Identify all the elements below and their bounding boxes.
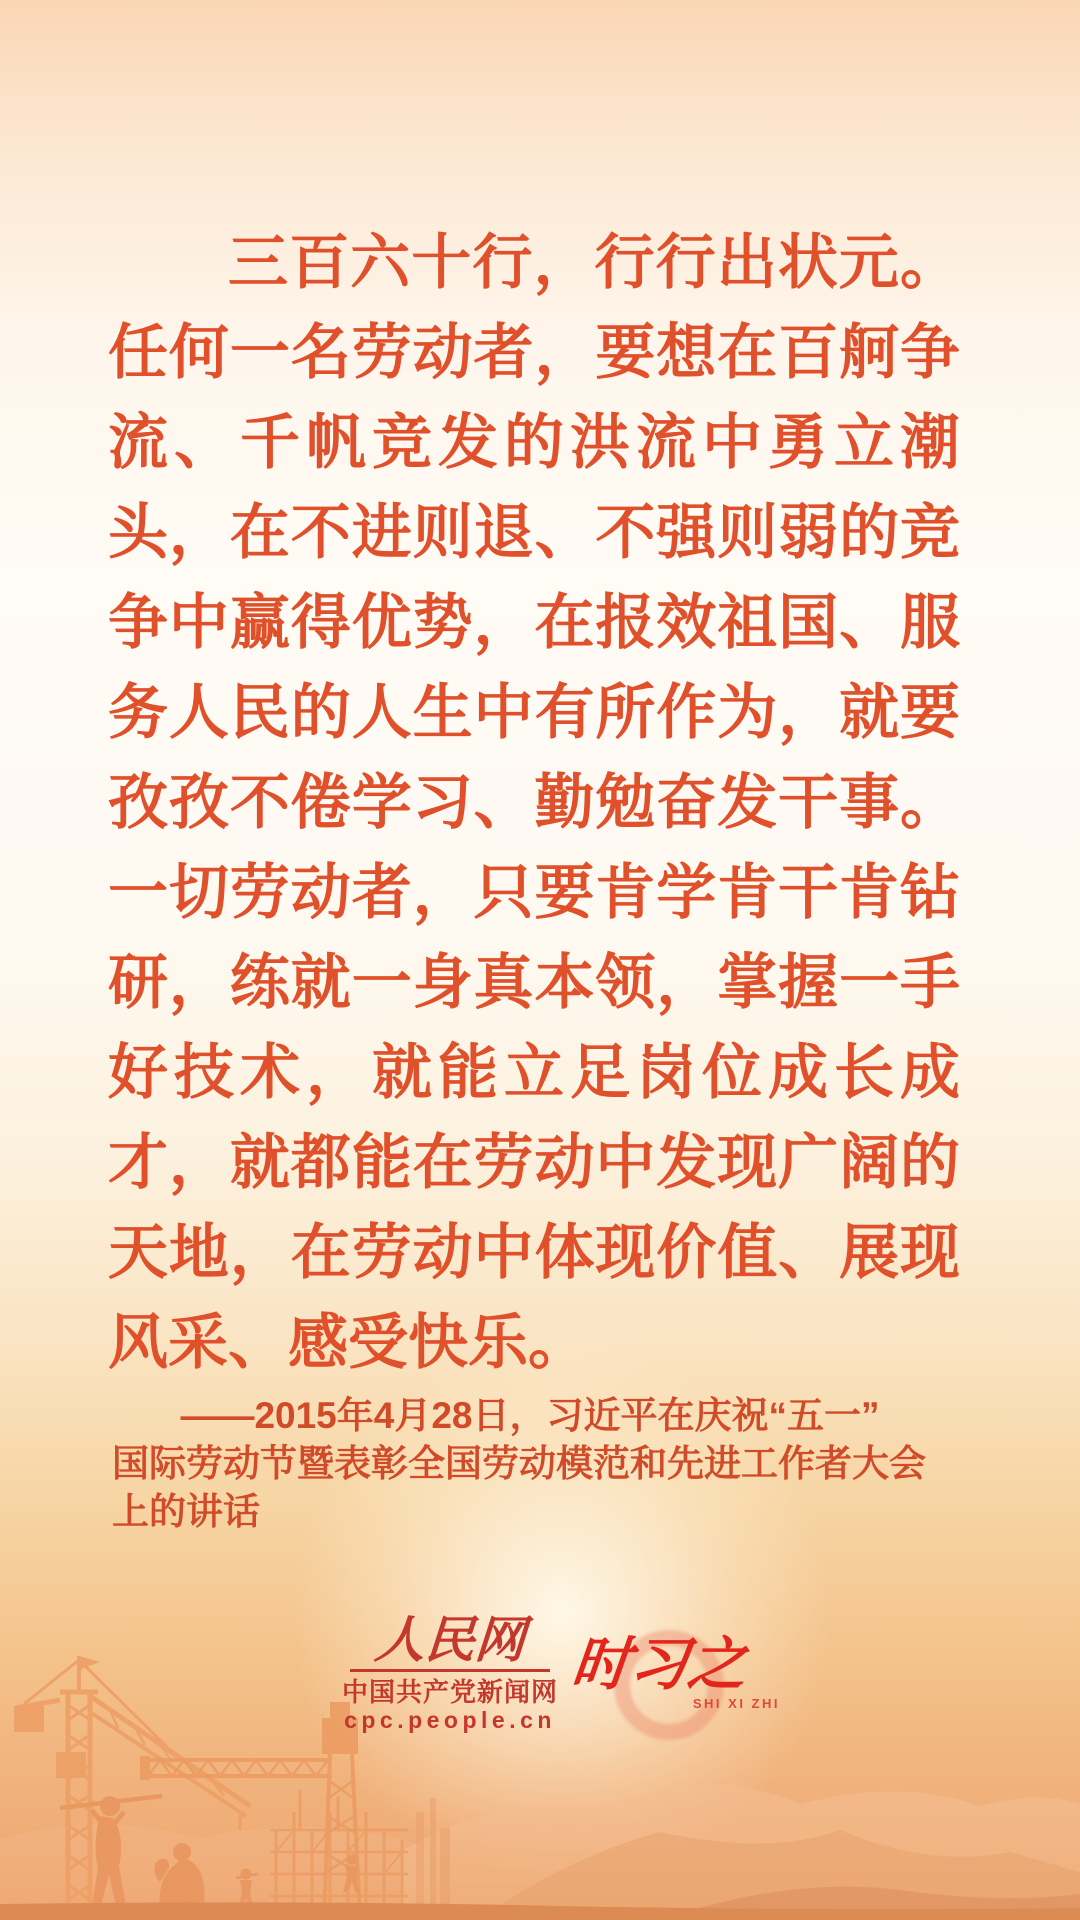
text-line: 上的讲话: [112, 1491, 260, 1532]
text-line: 三百六十行，行行出状元。: [228, 229, 960, 296]
text-line: ——2015年4月28日，习近平在庆祝“五一”: [180, 1395, 880, 1436]
text-line: 争中赢得优势，在报效祖国、服: [108, 589, 960, 656]
text-line: 一切劳动者，只要肯学肯干肯钻: [108, 859, 960, 926]
people-daily-logo: [336, 1612, 564, 1733]
text-line: 才，就都能在劳动中发现广阔的: [108, 1129, 960, 1196]
text-line: 孜孜不倦学习、勤勉奋发干事。: [108, 769, 960, 836]
text-line: 流、千帆竞发的洪流中勇立潮: [108, 409, 960, 476]
people-daily-url: cpc.people.cn: [344, 1707, 556, 1733]
quote-attribution: [112, 1392, 956, 1536]
people-daily-underline: [350, 1669, 550, 1672]
people-daily-script-logo: 人民网: [372, 1610, 528, 1669]
shixizhi-title: 时习之: [568, 1632, 750, 1697]
quote-text: [108, 218, 960, 1388]
people-daily-site-name: 中国共产党新闻网: [341, 1677, 558, 1707]
text-line: 头，在不进则退、不强则弱的竞: [108, 499, 960, 566]
text-line: 天地，在劳动中体现价值、展现: [108, 1219, 960, 1286]
shixizhi-logo: [568, 1626, 812, 1756]
text-line: 研，练就一身真本领，掌握一手: [108, 949, 960, 1016]
shixizhi-latin: SHI XI ZHI: [692, 1696, 780, 1711]
text-line: 国际劳动节暨表彰全国劳动模范和先进工作者大会: [112, 1443, 926, 1484]
text-line: 风采、感受快乐。: [108, 1309, 588, 1376]
text-line: 任何一名劳动者，要想在百舸争: [108, 319, 960, 386]
text-line: 务人民的人生中有所作为，就要: [108, 679, 960, 746]
text-line: 好技术，就能立足岗位成长成: [108, 1039, 960, 1106]
